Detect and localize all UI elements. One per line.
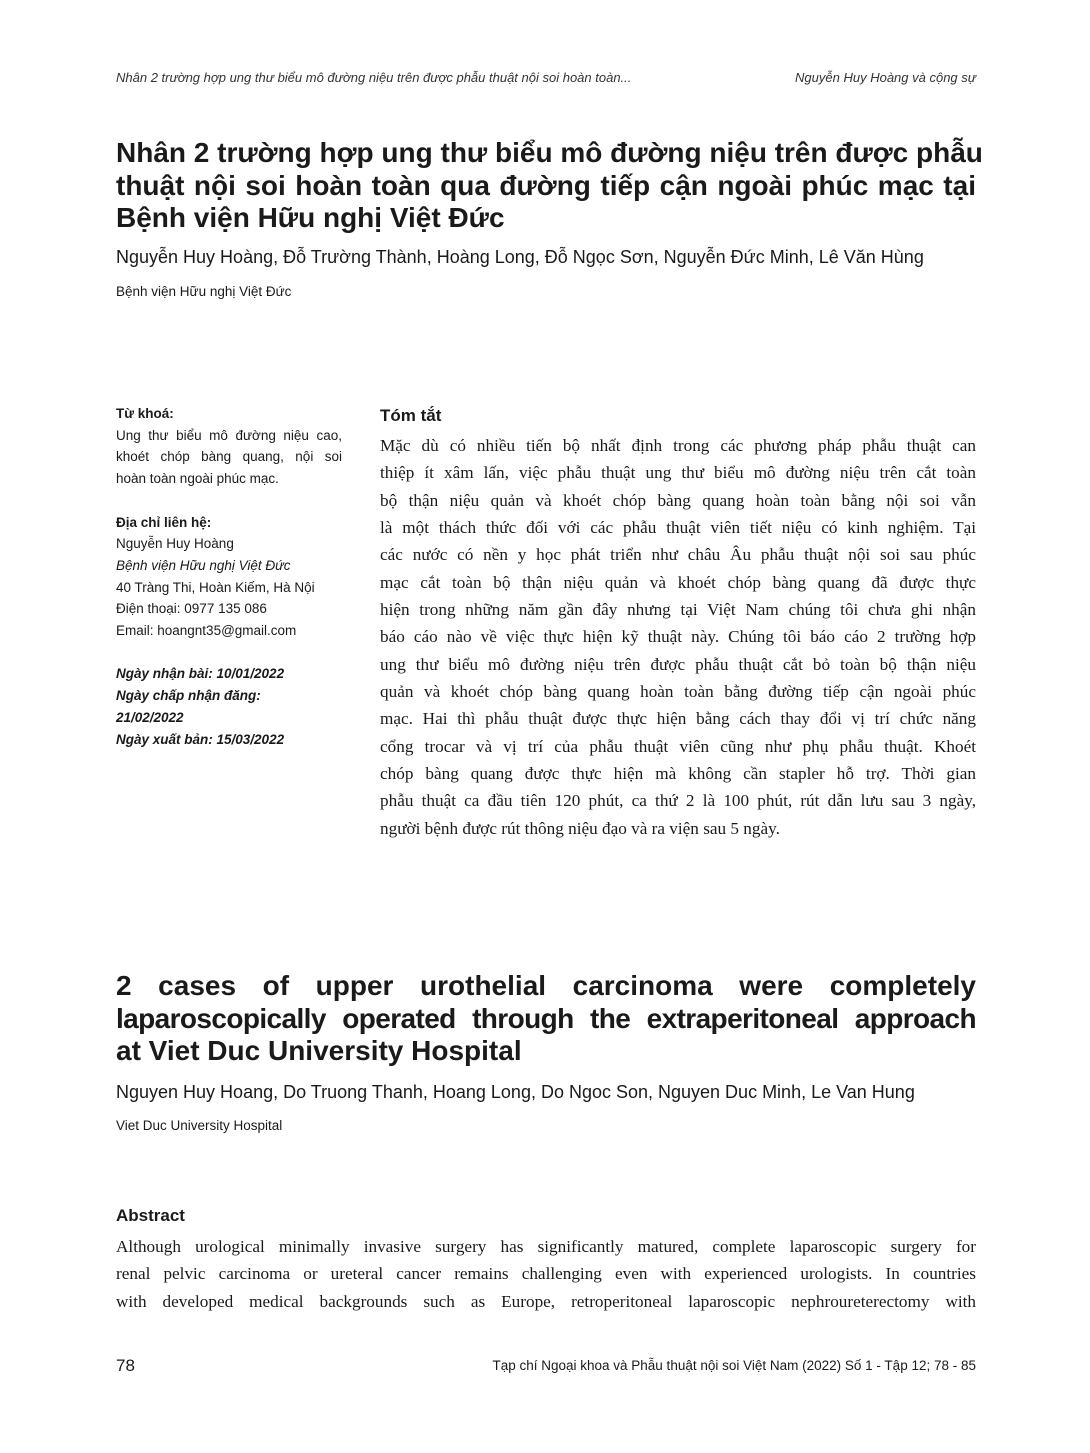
contact-address: 40 Tràng Thi, Hoàn Kiếm, Hà Nội	[116, 579, 315, 595]
contact-email: Email: hoangnt35@gmail.com	[116, 623, 297, 639]
article-title-en	[116, 970, 976, 1068]
published-date: Ngày xuất bản: 15/03/2022	[116, 731, 285, 747]
abstract-heading-vi: Tóm tắt	[380, 406, 442, 425]
contact-phone: Điện thoại: 0977 135 086	[116, 601, 267, 617]
title-line: Nhân 2 trường hợp ung thư biểu mô đường niệu trên được phẫu	[116, 137, 983, 168]
affiliation-en: Viet Duc University Hospital	[116, 1118, 283, 1133]
abstract-line: phẫu thuật ca đầu tiên 120 phút, ca thứ 2 là 100 phút, rút dẫn lưu sau 3 ngày,	[380, 791, 976, 811]
abstract-line: renal pelvic carcinoma or ureteral cancer remains challenging even with experienced urologists. In countries	[116, 1264, 976, 1284]
keywords-line: hoàn toàn ngoài phúc mạc.	[116, 471, 279, 487]
abstract-line: thiệp ít xâm lấn, việc phẫu thuật ung thư biểu mô đường niệu trên cắt toàn	[380, 463, 976, 483]
abstract-body-vi	[380, 432, 976, 842]
abstract-line: báo cáo nào về việc thực hiện kỹ thuật này. Chúng tôi báo cáo 2 trường hợp	[380, 627, 976, 647]
abstract-line: người bệnh được rút thông niệu đạo và ra viện sau 5 ngày.	[380, 818, 780, 838]
abstract-line: mạc cắt toàn bộ thận niệu quản và khoét chóp bàng quang đã được thực	[380, 572, 976, 592]
abstract-line: hiện trong những năm gần đây nhưng tại Việt Nam chúng tôi chưa ghi nhận	[380, 600, 976, 620]
journal-citation: Tạp chí Ngoại khoa và Phẫu thuật nội soi Việt Nam (2022) Số 1 - Tập 12; 78 - 85	[492, 1358, 976, 1373]
abstract-line: ung thư biểu mô đường niệu trên được phẫu thuật cắt bỏ toàn bộ thận niệu	[380, 654, 976, 674]
abstract-line: mạc. Hai thì phẫu thuật được thực hiện bằng cách thay đổi vị trí chức năng	[380, 709, 976, 729]
contact-label: Địa chỉ liên hệ:	[116, 514, 212, 530]
abstract-line: các nước có nền y học phát triển như châu Âu phẫu thuật nội soi sau phúc	[380, 545, 976, 565]
running-header-authors: Nguyễn Huy Hoàng và cộng sự	[795, 70, 976, 85]
affiliation-vi: Bệnh viện Hữu nghị Việt Đức	[116, 284, 292, 299]
abstract-line: Although urological minimally invasive surgery has significantly matured, complete laparoscopic surgery for	[116, 1237, 976, 1256]
abstract-line: quản và khoét chóp bàng quang hoàn toàn bằng đường tiếp cận ngoài phúc	[380, 682, 976, 702]
abstract-body-en	[116, 1233, 976, 1315]
keywords-line: Ung thư biểu mô đường niệu cao,	[116, 427, 342, 443]
abstract-line: cổng trocar và vị trí của phẫu thuật viên cũng như phụ phẫu thuật. Khoét	[380, 736, 976, 756]
authors-vi: Nguyễn Huy Hoàng, Đỗ Trường Thành, Hoàng Long, Đỗ Ngọc Sơn, Nguyễn Đức Minh, Lê Văn Hùng	[116, 247, 924, 267]
accepted-label: Ngày chấp nhận đăng:	[116, 688, 261, 704]
title-line: at Viet Duc University Hospital	[116, 1035, 522, 1066]
contact-organization: Bệnh viện Hữu nghị Việt Đức	[116, 557, 291, 573]
page-number: 78	[116, 1356, 135, 1375]
authors-en: Nguyen Huy Hoang, Do Truong Thanh, Hoang Long, Do Ngoc Son, Nguyen Duc Minh, Le Van Hung	[116, 1082, 915, 1102]
keywords-label: Từ khoá:	[116, 406, 174, 421]
article-title-vi	[116, 137, 983, 235]
abstract-line: with developed medical backgrounds such as Europe, retroperitoneal laparoscopic nephroureterectomy with	[116, 1291, 976, 1311]
abstract-heading-en: Abstract	[116, 1206, 185, 1225]
article-info-sidebar	[116, 403, 342, 750]
keywords-line: khoét chóp bàng quang, nội soi	[116, 449, 342, 465]
abstract-line: bộ thận niệu quản và khoét chóp bàng quang hoàn toàn bằng nội soi vẫn	[380, 490, 976, 510]
title-line: thuật nội soi hoàn toàn qua đường tiếp cận ngoài phúc mạc tại	[116, 169, 976, 201]
running-header-title: Nhân 2 trường hợp ung thư biểu mô đường niệu trên được phẫu thuật nội soi hoàn toàn...	[116, 70, 632, 85]
accepted-date: 21/02/2022	[116, 709, 184, 725]
received-date: Ngày nhận bài: 10/01/2022	[116, 666, 285, 682]
abstract-line: chóp bàng quang được thực hiện mà không cần stapler hỗ trợ. Thời gian	[380, 764, 976, 784]
contact-name: Nguyễn Huy Hoàng	[116, 536, 234, 552]
abstract-line: Mặc dù có nhiều tiến bộ nhất định trong các phương pháp phẫu thuật can	[380, 436, 976, 455]
title-line: laparoscopically operated through the extraperitoneal approach	[116, 1002, 976, 1034]
title-line: Bệnh viện Hữu nghị Việt Đức	[116, 202, 505, 233]
title-line: 2 cases of upper urothelial carcinoma were completely	[116, 970, 976, 1001]
abstract-line: là một thách thức đối với các phẫu thuật viên tiết niệu có kinh nghiệm. Tại	[380, 518, 976, 538]
